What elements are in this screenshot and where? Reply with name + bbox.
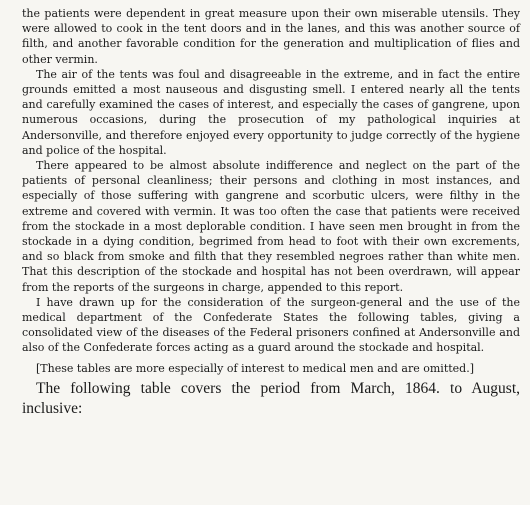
paragraph-cleanliness: There appeared to be almost absolute indifference and neglect on the part of the patients of personal cleanliness; their persons and clothing in most instances, and especially of those suffering with gangrene and scorbutic ulcers, were filthy in the extreme and covered with vermin. It was too often the case that patients were received from the stockade in a most deplorable condition. I have seen men brought in from the stockade in a dying condition, begrimed from head to foot with their own excrements, and so black from smoke and filth that they resembled negroes rather than white men. That this description of the stockade and hospital has not been overdrawn, will appear from the reports of the surgeons in charge, appended to this report. — [22, 159, 520, 294]
paragraph-tent-air: The air of the tents was foul and disagreeable in the extreme, and in fact the entire grounds emitted a most nauseous and disgusting smell. I entered nearly all the tents and carefully examined the cases of interest, and especially the cases of gangrene, upon numerous occasions, during the prosecution of my pathological inquiries at Andersonville, and therefore enjoyed every opportunity to judge correctly of the hygiene and police of the hospital. — [22, 67, 520, 157]
editorial-note: [These tables are more especially of interest to medical men and are omitted.] — [36, 361, 474, 375]
paragraph-tables: I have drawn up for the consideration of the surgeon-general and the use of the medical department of the Confederate States the following tables, giving a consolidated view of the diseases of the Federal prisoners confined at Andersonville and also of the Confederate forces acting as a guard around the stockade and hospital. — [22, 295, 520, 355]
document-body — [22, 6, 520, 356]
paragraph-continued: the patients were dependent in great measure upon their own miserable utensils. They were allowed to cook in the tent doors and in the lanes, and this was another source of filth, and another favorable condition for the generation and multiplication of flies and other vermin. — [22, 7, 520, 66]
table-intro: The following table covers the period from March, 1864. to August, inclusive: — [22, 379, 520, 417]
